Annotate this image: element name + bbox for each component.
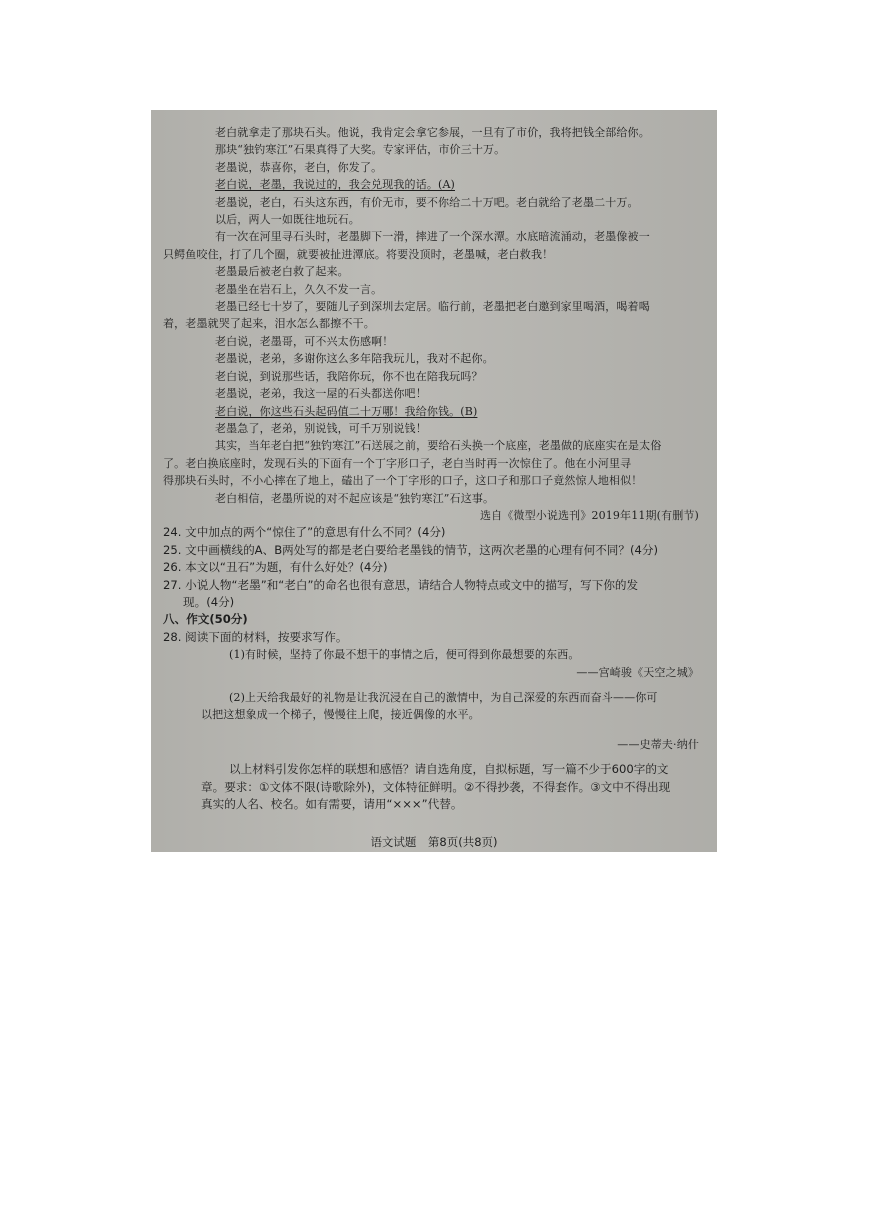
story-line: 老白说，老墨哥，可不兴太伤感啊！ [215,334,394,348]
story-line: 老白就拿走了那块石头。他说，我肯定会拿它参展，一旦有了市价，我将把钱全部给你。 [215,126,650,139]
page-content [163,124,705,813]
question-26: 26. 本文以“丑石”为题，有什么好处？(4分) [163,560,388,575]
story-line: 老墨已经七十岁了，要随儿子到深圳去定居。临行前，老墨把老白邀到家里喝酒，喝着喝 [215,300,650,314]
question-24: 24. 文中加点的两个“惊住了”的意思有什么不同？(4分) [163,525,446,540]
story-line: 那块“独钓寒江”石果真得了大奖。专家评估，市价三十万。 [215,143,506,157]
story-line: 只鳄鱼咬住，打了几个圈，就要被扯进潭底。将要没顶时，老墨喊，老白救我！ [163,247,554,261]
question-27-cont: 现。(4分) [183,594,235,609]
section-heading: 八、作文(50分) [163,612,248,627]
attribution-1: ——宫崎骏《天空之城》 [576,665,699,679]
question-25: 25. 文中画横线的A、B两处写的都是老白要给老墨钱的情节，这两次老墨的心理有何不同？(4分) [163,542,658,557]
page-footer: 语文试题 第8页(共8页) [370,835,498,849]
story-line: 以后，两人一如既往地玩石。 [215,213,360,227]
story-line: 老白说，到说那些话，我陪你玩，你不也在陪我玩吗？ [215,369,483,383]
story-line-a: 老白说，老墨，我说过的，我会兑现我的话。(A) [215,178,455,192]
requirements-line: 章。要求：①文体不限(诗歌除外)，文体特征鲜明。②不得抄袭，不得套作。③文中不得出现 [201,779,671,794]
story-line: 老墨说，老白，石头这东西，有价无市，要不你给二十万吧。老白就给了老墨二十万。 [215,195,639,209]
exam-page-photo [151,110,717,852]
attribution-2: ——史蒂夫·纳什 [617,737,699,751]
story-line: 老白相信，老墨所说的对不起应该是“独钓寒江”石这事。 [215,491,495,505]
material-2-cont: 以把这想象成一个梯子，慢慢往上爬，接近偶像的水平。 [201,708,480,722]
story-line-b: 老白说，你这些石头起码值二十万哪！我给你钱。(B) [215,404,478,418]
story-line: 老墨说，老弟，多谢你这么多年陪我玩儿，我对不起你。 [215,352,494,366]
story-line: 着，老墨就哭了起来，泪水怎么都擦不干。 [163,317,375,331]
material-2: (2)上天给我最好的礼物是让我沉浸在自己的激情中，为自己深爱的东西而奋斗——你可 [229,691,658,704]
source-note: 选自《微型小说选刊》2019年11期(有删节) [479,508,699,522]
story-line: 了。老白换底座时，发现石头的下面有一个丁字形口子，老白当时再一次惊住了。他在小河里寻 [163,456,632,470]
material-1: (1)有时候，坚持了你最不想干的事情之后，便可得到你最想要的东西。 [229,648,580,662]
story-line: 老墨急了，老弟，别说钱，可千万别说钱！ [215,421,427,435]
story-line: 老墨说，老弟，我这一屋的石头都送你吧！ [215,387,427,401]
requirements-line: 真实的人名、校名。如有需要，请用“×××”代替。 [201,797,463,812]
story-line: 老墨坐在岩石上，久久不发一言。 [215,282,383,296]
story-line: 有一次在河里寻石头时，老墨脚下一滑，摔进了一个深水潭。水底暗流涌动，老墨像被一 [215,230,650,244]
story-line: 其实，当年老白把“独钓寒江”石送展之前，要给石头换一个底座，老墨做的底座实在是太俗 [215,439,662,453]
story-line: 老墨最后被老白救了起来。 [215,265,349,279]
story-line: 得那块石头时，不小心摔在了地上，磕出了一个丁字形的口子，这口子和那口子竟然惊人地相似！ [163,474,643,488]
requirements-line: 以上材料引发你怎样的联想和感悟？请自选角度，自拟标题，写一篇不少于600字的文 [229,762,669,777]
question-28: 28. 阅读下面的材料，按要求写作。 [163,629,348,644]
story-line: 老墨说，恭喜你，老白，你发了。 [215,160,383,174]
question-27: 27. 小说人物“老墨”和“老白”的命名也很有意思，请结合人物特点或文中的描写，写下你的发 [163,577,639,592]
